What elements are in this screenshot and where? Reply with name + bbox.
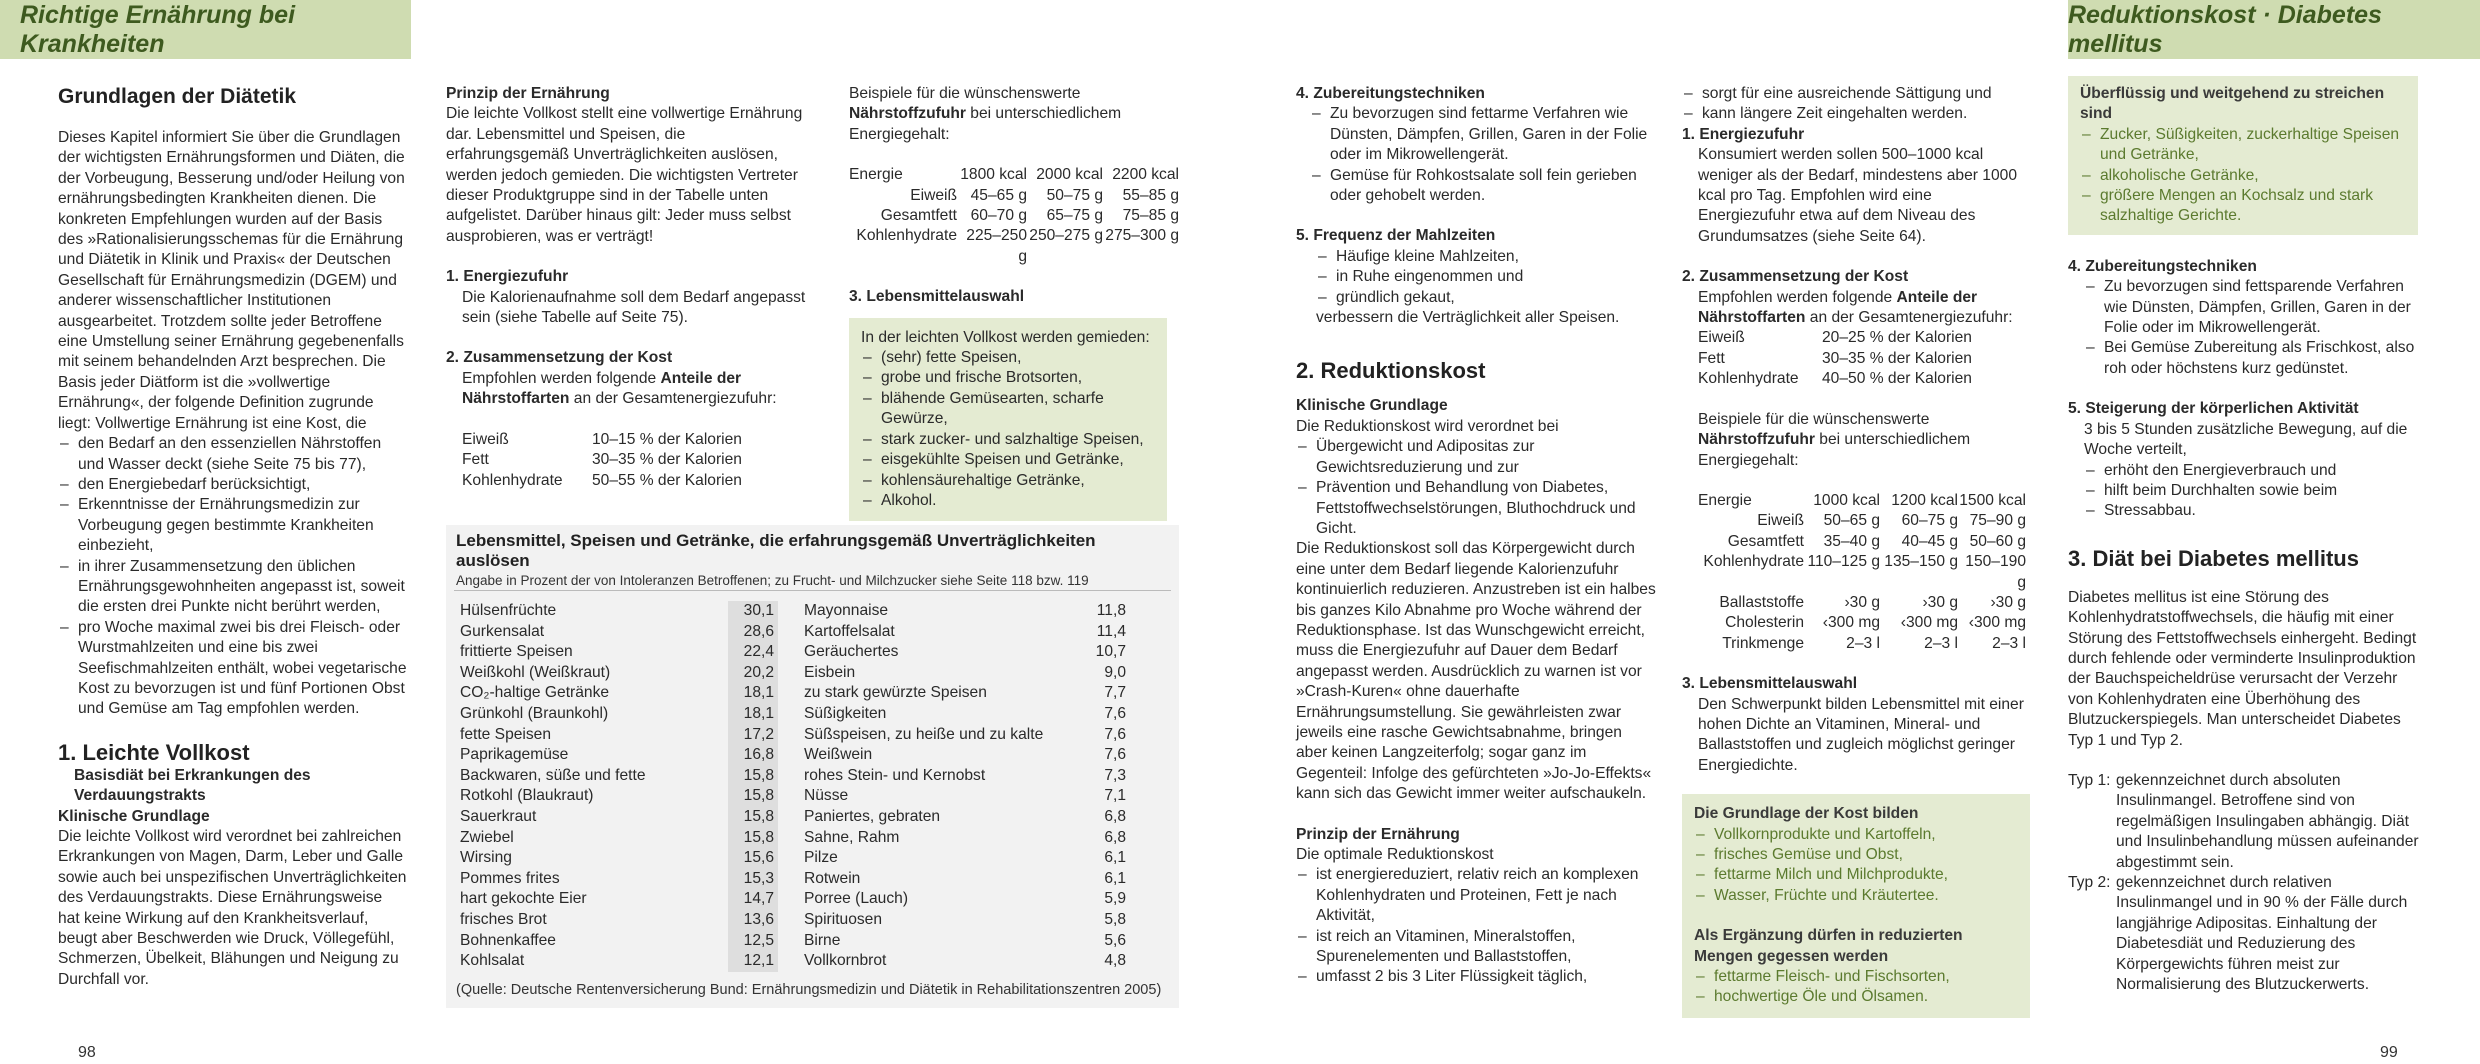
- list-item: – in Ruhe eingenommen und: [1316, 267, 1656, 287]
- list-item: – hilft beim Durchhalten sowie beim: [2084, 481, 2420, 501]
- table-body: [446, 601, 1179, 972]
- energiezufuhr-text: Die Kalorienaufnahme soll dem Bedarf angepasst sein (siehe Tabelle auf Seite 75).: [462, 288, 806, 327]
- column-1: [58, 84, 408, 990]
- klinische-grundlage-text: Die leichte Vollkost wird verordnet bei zahlreichen Erkrankungen von Magen, Darm, Leber und Galle sowie auch bei unspezifischen Unverträglichkeiten des Verdauungstrakts. Diese Ernährungsweise hat keine Wirkung auf den Krankheitsverlauf, beugt aber Beschwerden wie Druck, Völlegefühl, Schmerzen, Übelkeit, Blähungen und Neigung zu Durchfall vor.: [58, 828, 407, 988]
- section-title-diabetes: 3. Diät bei Diabetes mellitus: [2068, 545, 2359, 571]
- table-cell-percent: 4,8: [1104, 952, 1126, 970]
- table-cell-percent: 7,6: [1104, 704, 1126, 722]
- table-cell-food: CO₂-haltige Getränke: [460, 684, 610, 702]
- section-subtitle: Basisdiät bei Erkrankungen des Verdauungstrakts: [74, 766, 311, 805]
- table-cell-percent: 5,6: [1104, 931, 1126, 949]
- table-cell-gap: [778, 869, 798, 890]
- table-cell-food: Rotwein: [804, 869, 861, 887]
- table-cell-gap: [778, 910, 798, 931]
- heading-zusammensetzung: 2. Zusammensetzung der Kost: [446, 349, 673, 367]
- grundlage-box: [1682, 794, 2030, 1018]
- table-cell-food: Kohlsalat: [460, 952, 525, 970]
- heading-prinzip: Prinzip der Ernährung: [446, 85, 610, 102]
- table-row: [446, 786, 1179, 807]
- gemieden-box: [849, 318, 1167, 522]
- typ2-label: Typ 2:: [2068, 874, 2111, 891]
- heading-energiezufuhr: 1. Energiezufuhr: [446, 268, 569, 286]
- list-item: – pro Woche maximal zwei bis drei Fleisch- oder Wurstmahlzeiten und eine bis zwei Seefischmahlzeiten enthält, wobei vegetarische Kost zu bevorzugen ist und fünf Portionen Obst und Gemüse am Tag empfohlen werden.: [58, 618, 408, 720]
- diabetes-text: Diabetes mellitus ist eine Störung des Kohlenhydratstoffwechsels, die häufig mit einer Störung des Fettstoffwechsels einhergeht. Bedingt durch fehlende oder verminderte Insulinproduktion der Bauchspeicheldrüse verursacht der Verzehr von Kohlenhydraten eine Überhöhung des Blutzuckerspiegels. Man unterscheidet Diabetes Typ 1 und Typ 2.: [2068, 588, 2417, 749]
- table-cell-percent: 5,8: [1104, 910, 1126, 928]
- heading-zusammensetzung: 2. Zusammensetzung der Kost: [1682, 268, 1909, 286]
- reduktion-text: Die Reduktionskost soll das Körpergewicht durch eine unter dem Bedarf liegende Kalorienzufuhr kontinuierlich reduzieren. Anzustreben ist ein halbes bis ganzes Kilo Abnahme pro Woche während der Reduktionsphase. Ist das Wunschgewicht erreicht, muss die Energiezufuhr auf Dauer dem Bedarf angepasst werden. Ausdrücklich zu warnen ist vor »Crash-Kuren« ohne dauerhafte Ernährungsumstellung. Sie gewährleisten zwar jeweils eine rasche Gewichtsabnahme, bringen aber keinen Langzeiterfolg; sogar ganz im Gegenteil: Infolge des gefürchteten »Jo-Jo-Effekts« kann sich das Gewicht immer weiter aufschaukeln.: [1296, 540, 1656, 803]
- table-cell-food: Eisbein: [804, 663, 856, 681]
- table-cell-percent: 10,7: [1095, 643, 1126, 661]
- heading-klinische-grundlage: Klinische Grundlage: [1296, 397, 1448, 415]
- list-item: – größere Mengen an Kochsalz und stark salzhaltige Gerichte.: [2080, 186, 2406, 227]
- naehrstoff-table: Energie 1000 kcal 1200 kcal 1500 kcal Eiweiß 50–65 g 60–75 g 75–90 g Gesamtfett 35–40 g 40–45 g 50–60 g Kohlenhydrate 110–125 g 135–150 g 150–190 g Ballaststoffe ›30 g ›30 g ›30 g Cholesterin ‹300 mg ‹300 mg ‹300 mg Trinkmenge 2–3 l 2–3 l 2–3 l: [1698, 491, 2026, 652]
- table-cell-percent: 15,8: [728, 766, 778, 787]
- table-cell-percent: 5,9: [1104, 890, 1126, 908]
- beispiele-text: Beispiele für die wünschenswerte Nährstoffzufuhr bei unterschiedlichem Energiegehalt:: [849, 85, 1122, 143]
- table-cell-percent: 18,1: [728, 704, 778, 725]
- list-item: – Zu bevorzugen sind fettarme Verfahren wie Dünsten, Dämpfen, Grillen, Garen in der Folie oder im Mikrowellengerät.: [1310, 104, 1656, 165]
- table-cell-percent: 11,4: [1096, 622, 1126, 640]
- typ1-text: gekennzeichnet durch absoluten Insulinmangel. Betroffene sind von regelmäßigen Insulingaben abhängig. Diät und Insulinbehandlung müssen aufeinander abgestimmt sein.: [2116, 771, 2419, 871]
- table-cell-percent: 15,8: [728, 786, 778, 807]
- right-running-header: [2068, 0, 2480, 59]
- table-row: [446, 951, 1179, 972]
- table-cell-percent: 7,7: [1104, 684, 1126, 702]
- list-item: – Bei Gemüse Zubereitung als Frischkost, also roh oder höchstens kurz gedünstet.: [2084, 338, 2420, 379]
- table-cell-food: rohes Stein- und Kernobst: [804, 766, 986, 784]
- table-cell-percent: 17,2: [728, 725, 778, 746]
- column-6: [2068, 76, 2420, 995]
- table-cell-food: Backwaren, süße und fette: [460, 766, 646, 784]
- frequenz-tail: verbessern die Verträglichkeit aller Speisen.: [1316, 309, 1620, 327]
- table-cell-percent: 6,1: [1104, 869, 1126, 887]
- table-row: [446, 704, 1179, 725]
- table-cell-food: Pilze: [804, 849, 838, 867]
- prinzip-text: Die optimale Reduktionskost: [1296, 846, 1494, 863]
- list-item: – frisches Gemüse und Obst,: [1694, 845, 2018, 865]
- table-cell-food: Wirsing: [460, 849, 512, 867]
- list-item: – den Bedarf an den essenziellen Nährstoffen und Wasser deckt (siehe Seite 75 bis 77),: [58, 434, 408, 475]
- table-cell-food: Geräuchertes: [804, 643, 899, 661]
- table-cell-food: Nüsse: [804, 787, 849, 805]
- table-cell-percent: 16,8: [728, 745, 778, 766]
- list-item: – sorgt für eine ausreichende Sättigung und: [1682, 84, 2032, 104]
- table-cell-gap: [778, 663, 798, 684]
- list-item: – den Energiebedarf berücksichtigt,: [58, 475, 408, 495]
- table-cell-percent: 13,6: [728, 910, 778, 931]
- table-cell-percent: 9,0: [1104, 663, 1126, 681]
- table-cell-gap: [778, 642, 798, 663]
- table-cell-food: Birne: [804, 931, 841, 949]
- table-cell-gap: [778, 725, 798, 746]
- right-header-text: Reduktionskost · Diabetes mellitus: [2068, 0, 2382, 58]
- heading-klinische-grundlage: Klinische Grundlage: [58, 807, 210, 825]
- table-cell-food: hart gekochte Eier: [460, 890, 587, 908]
- list-item: – Stressabbau.: [2084, 501, 2420, 521]
- table-cell-food: Pommes frites: [460, 869, 560, 887]
- table-row: [446, 745, 1179, 766]
- list-item: – ist reich an Vitaminen, Mineralstoffen, Spurenelementen und Ballaststoffen,: [1296, 927, 1656, 968]
- heading-aktivitaet: 5. Steigerung der körperlichen Aktivität: [2068, 400, 2359, 418]
- section-title-grundlagen: Grundlagen der Diätetik: [58, 85, 297, 108]
- list-item: – gründlich gekaut,: [1316, 288, 1656, 308]
- column-3: [849, 84, 1185, 521]
- table-cell-percent: 20,2: [728, 663, 778, 684]
- table-cell-food: Spirituosen: [804, 910, 883, 928]
- heading-lebensmittelauswahl: 3. Lebensmittelauswahl: [849, 288, 1025, 306]
- definition-list: [58, 434, 408, 720]
- naehrstoff-table: Energie 1800 kcal 2000 kcal 2200 kcal Eiweiß 45–65 g 50–75 g 55–85 g Gesamtfett 60–70 g 65–75 g 75–85 g Kohlenhydrate 225–250 g 250–275 g 275–300 g: [849, 166, 1179, 265]
- table-row: [446, 725, 1179, 746]
- list-item: – eisgekühlte Speisen und Getränke,: [861, 450, 1155, 470]
- table-row: [446, 622, 1179, 643]
- nutrient-shares: Eiweiß 10–15 % der Kalorien Fett 30–35 % der Kalorien Kohlenhydrate 50–55 % der Kalorien: [462, 430, 742, 489]
- section-title-leichte-vollkost: 1. Leichte Vollkost: [58, 739, 250, 765]
- list-item: – Zu bevorzugen sind fettsparende Verfahren wie Dünsten, Dämpfen, Grillen, Garen in der Folie oder im Mikrowellengerät.: [2084, 277, 2420, 338]
- table-cell-gap: [778, 828, 798, 849]
- list-item: – umfasst 2 bis 3 Liter Flüssigkeit täglich,: [1296, 967, 1656, 987]
- table-cell-food: Süßigkeiten: [804, 704, 887, 722]
- table-cell-percent: 6,8: [1104, 828, 1126, 846]
- box-heading: Überflüssig und weitgehend zu streichen sind: [2080, 85, 2385, 123]
- list-item: – fettarme Milch und Milchprodukte,: [1694, 865, 2018, 885]
- lebensmittelauswahl-text: Den Schwerpunkt bilden Lebensmittel mit einer hohen Dichte an Vitaminen, Mineral- und Ballaststoffen und zugleich möglichst geringer Energiedichte.: [1698, 695, 2024, 774]
- list-item: – blähende Gemüsearten, scharfe Gewürze,: [861, 389, 1155, 430]
- list-item: – Erkenntnisse der Ernährungsmedizin zur Vorbeugung gegen bestimmte Krankheiten einbezieht,: [58, 495, 408, 556]
- aktivitaet-text: 3 bis 5 Stunden zusätzliche Bewegung, auf die Woche verteilt,: [2084, 420, 2408, 459]
- table-cell-food: frisches Brot: [460, 910, 547, 928]
- table-cell-percent: 12,5: [728, 931, 778, 952]
- table-row: [446, 642, 1179, 663]
- table-cell-food: Kartoffelsalat: [804, 622, 895, 640]
- table-cell-percent: 7,3: [1104, 766, 1126, 784]
- table-cell-percent: 6,8: [1104, 807, 1126, 825]
- list-item: – Vollkornprodukte und Kartoffeln,: [1694, 825, 2018, 845]
- column-2: [446, 84, 806, 491]
- box-heading: Die Grundlage der Kost bilden: [1694, 805, 1919, 823]
- table-cell-food: Süßspeisen, zu heiße und zu kalte: [804, 725, 1044, 743]
- table-cell-food: Weißwein: [804, 746, 873, 764]
- left-running-header: [0, 0, 411, 59]
- table-cell-food: frittierte Speisen: [460, 643, 573, 661]
- table-cell-percent: 30,1: [728, 601, 778, 622]
- table-source: (Quelle: Deutsche Rentenversicherung Bund: Ernährungsmedizin und Diätetik in Rehabilitationszentren 2005): [456, 981, 1162, 998]
- heading-zubereitung: 4. Zubereitungstechniken: [2068, 257, 2257, 275]
- table-cell-gap: [778, 889, 798, 910]
- table-cell-percent: 11,8: [1096, 602, 1126, 619]
- list-item: – Gemüse für Rohkostsalate soll fein gerieben oder gehobelt werden.: [1310, 166, 1656, 207]
- typ2-block: [2068, 873, 2420, 995]
- list-item: – kann längere Zeit eingehalten werden.: [1682, 104, 2032, 124]
- list-item: – hochwertige Öle und Ölsamen.: [1694, 987, 2018, 1007]
- table-row: [446, 601, 1179, 622]
- heading-energiezufuhr: 1. Energiezufuhr: [1682, 125, 1805, 143]
- intolerance-table: [446, 525, 1179, 1008]
- table-cell-percent: 18,1: [728, 683, 778, 704]
- table-cell-gap: [778, 848, 798, 869]
- list-item: – ist energiereduziert, relativ reich an komplexen Kohlenhydraten und Proteinen, Fett je nach Aktivität,: [1296, 865, 1656, 926]
- heading-frequenz: 5. Frequenz der Mahlzeiten: [1296, 227, 1496, 245]
- section-title-reduktionskost: 2. Reduktionskost: [1296, 358, 1486, 384]
- table-cell-food: Gurkensalat: [460, 622, 545, 640]
- table-cell-percent: 15,6: [728, 848, 778, 869]
- heading-prinzip: Prinzip der Ernährung: [1296, 825, 1460, 843]
- table-cell-food: Porree (Lauch): [804, 890, 909, 908]
- table-row: [446, 848, 1179, 869]
- box-heading: Als Ergänzung dürfen in reduzierten Mengen gegessen werden: [1694, 927, 1963, 965]
- table-cell-food: Rotkohl (Blaukraut): [460, 787, 594, 805]
- list-item: – alkoholische Getränke,: [2080, 166, 2406, 186]
- nutrient-shares: Eiweiß 20–25 % der Kalorien Fett 30–35 % der Kalorien Kohlenhydrate 40–50 % der Kalorien: [1698, 329, 1972, 388]
- table-cell-food: zu stark gewürzte Speisen: [804, 684, 987, 702]
- table-row: [446, 869, 1179, 890]
- list-item: – grobe und frische Brotsorten,: [861, 368, 1155, 388]
- typ2-text: gekennzeichnet durch relativen Insulinmangel und in 90 % der Fälle durch langjährige Adipositas. Einhaltung der Diabetesdiät und Reduzierung des Körpergewichts führen meist zur Normalisierung des Blutzuckerwerts.: [2116, 874, 2408, 994]
- list-item: – erhöht den Energieverbrauch und: [2084, 461, 2420, 481]
- table-row: [446, 766, 1179, 787]
- list-item: – Zucker, Süßigkeiten, zuckerhaltige Speisen und Getränke,: [2080, 125, 2406, 166]
- heading-lebensmittelauswahl: 3. Lebensmittelauswahl: [1682, 675, 1858, 693]
- klin-text: Die Reduktionskost wird verordnet bei: [1296, 417, 1559, 435]
- table-cell-percent: 15,3: [728, 869, 778, 890]
- table-cell-food: Vollkornbrot: [804, 952, 887, 970]
- table-cell-gap: [778, 931, 798, 952]
- table-cell-percent: 7,1: [1104, 787, 1126, 805]
- heading-zubereitung: 4. Zubereitungstechniken: [1296, 85, 1485, 102]
- table-cell-percent: 28,6: [728, 622, 778, 643]
- page-number-right: 99: [2380, 1044, 2398, 1061]
- list-item: – fettarme Fleisch- und Fischsorten,: [1694, 967, 2018, 987]
- table-cell-food: Paniertes, gebraten: [804, 807, 941, 825]
- typ1-label: Typ 1:: [2068, 771, 2111, 789]
- list-item: – (sehr) fette Speisen,: [861, 348, 1155, 368]
- table-cell-gap: [778, 786, 798, 807]
- table-cell-gap: [778, 622, 798, 643]
- energiezufuhr-text: Konsumiert werden sollen 500–1000 kcal weniger als der Bedarf, mindestens aber 1000 kcal pro Tag. Empfohlen wird eine Energiezufuhr etwa auf dem Niveau des Grundumsatzes (siehe Seite 64).: [1698, 146, 2017, 245]
- list-item: – Häufige kleine Mahlzeiten,: [1316, 247, 1656, 267]
- table-cell-gap: [778, 601, 798, 622]
- list-item: – Wasser, Früchte und Kräutertee.: [1694, 886, 2018, 906]
- table-cell-percent: 6,1: [1104, 849, 1126, 867]
- table-cell-food: Bohnenkaffee: [460, 931, 556, 949]
- table-row: [446, 828, 1179, 849]
- table-cell-percent: 15,8: [728, 807, 778, 828]
- table-cell-percent: 15,8: [728, 828, 778, 849]
- table-row: [446, 663, 1179, 684]
- table-row: [446, 683, 1179, 704]
- table-cell-percent: 22,4: [728, 642, 778, 663]
- table-cell-food: Hülsenfrüchte: [460, 602, 557, 619]
- table-cell-food: Weißkohl (Weißkraut): [460, 663, 611, 681]
- table-subtitle: Angabe in Prozent der von Intoleranzen Betroffenen; zu Frucht- und Milchzucker siehe Seite 118 bzw. 119: [454, 571, 1171, 591]
- zusammensetzung-text: Empfohlen werden folgende Anteile der Nährstoffarten an der Gesamtenergiezufuhr:: [1698, 288, 2013, 327]
- table-cell-gap: [778, 683, 798, 704]
- table-cell-percent: 14,7: [728, 889, 778, 910]
- intro-paragraph: Dieses Kapitel informiert Sie über die Grundlagen der wichtigsten Ernährungsformen und Diäten, die der Vorbeugung, Besserung und/oder Heilung von ernährungsbedingten Krankheiten dienen. Die konkreten Empfehlungen wurden auf der Basis des »Rationalisierungsschemas für die Ernährung und Diätetik in Klinik und Praxis« der Deutschen Gesellschaft für Ernährungsmedizin (DGEM) und anderer wissenschaftlicher Institutionen ausgearbeitet. Trotzdem sollte jeder Betroffene eine Umstellung seiner Ernährung gegebenenfalls mit seinem behandelnden Arzt besprechen. Die Basis jeder Diätform ist die »vollwertige Ernährung«, der folgende Definition zugrunde liegt: Vollwertige Ernährung ist eine Kost, die: [58, 129, 405, 432]
- table-cell-food: Mayonnaise: [804, 602, 889, 619]
- table-cell-percent: 12,1: [728, 951, 778, 972]
- table-cell-percent: 7,6: [1104, 746, 1126, 764]
- table-row: [446, 807, 1179, 828]
- prinzip-text: Die leichte Vollkost stellt eine vollwertige Ernährung dar. Lebensmittel und Speisen, die erfahrungsgemäß Unverträglichkeiten auslösen, werden jedoch gemieden. Die wichtigsten Vertreter dieser Produktgruppe sind in der Tabelle unten aufgelistet. Darüber hinaus gilt: Jeder muss selbst ausprobieren, was er verträgt!: [446, 105, 803, 245]
- page-number-left: 98: [78, 1044, 96, 1061]
- list-item: – kohlensäurehaltige Getränke,: [861, 471, 1155, 491]
- zusammensetzung-text: Empfohlen werden folgende Anteile der Nährstoffarten an der Gesamtenergiezufuhr:: [462, 369, 777, 408]
- streichen-box: [2068, 76, 2418, 235]
- list-item: – Alkohol.: [861, 491, 1155, 511]
- box-heading: In der leichten Vollkost werden gemieden:: [861, 328, 1150, 346]
- beispiele-text: Beispiele für die wünschenswerte Nährstoffzufuhr bei unterschiedlichem Energiegehalt:: [1698, 410, 1971, 469]
- left-header-text: Richtige Ernährung bei Krankheiten: [20, 0, 296, 58]
- table-row: [446, 889, 1179, 910]
- column-5: [1682, 84, 2032, 1018]
- table-row: [446, 910, 1179, 931]
- typ1-block: [2068, 771, 2420, 873]
- list-item: – Übergewicht und Adipositas zur Gewichtsreduzierung und zur: [1296, 437, 1656, 478]
- table-title: Lebensmittel, Speisen und Getränke, die erfahrungsgemäß Unverträglichkeiten auslösen: [456, 531, 1096, 570]
- table-cell-food: Sauerkraut: [460, 807, 537, 825]
- table-cell-gap: [778, 766, 798, 787]
- table-cell-gap: [778, 745, 798, 766]
- table-cell-food: Paprikagemüse: [460, 746, 569, 764]
- list-item: – in ihrer Zusammensetzung den üblichen Ernährungsgewohnheiten angepasst ist, soweit die ersten drei Punkte nicht berührt werden,: [58, 557, 408, 618]
- column-4: [1296, 84, 1656, 988]
- list-item: – Prävention und Behandlung von Diabetes, Fettstoffwechselstörungen, Bluthochdruck und Gicht.: [1296, 478, 1656, 539]
- table-cell-food: Zwiebel: [460, 828, 514, 846]
- table-cell-gap: [778, 704, 798, 725]
- table-cell-food: Grünkohl (Braunkohl): [460, 704, 609, 722]
- table-cell-percent: 7,6: [1104, 725, 1126, 743]
- table-cell-gap: [778, 807, 798, 828]
- table-cell-food: Sahne, Rahm: [804, 828, 900, 846]
- table-cell-gap: [778, 951, 798, 972]
- table-cell-food: fette Speisen: [460, 725, 552, 743]
- list-item: – stark zucker- und salzhaltige Speisen,: [861, 430, 1155, 450]
- table-row: [446, 931, 1179, 952]
